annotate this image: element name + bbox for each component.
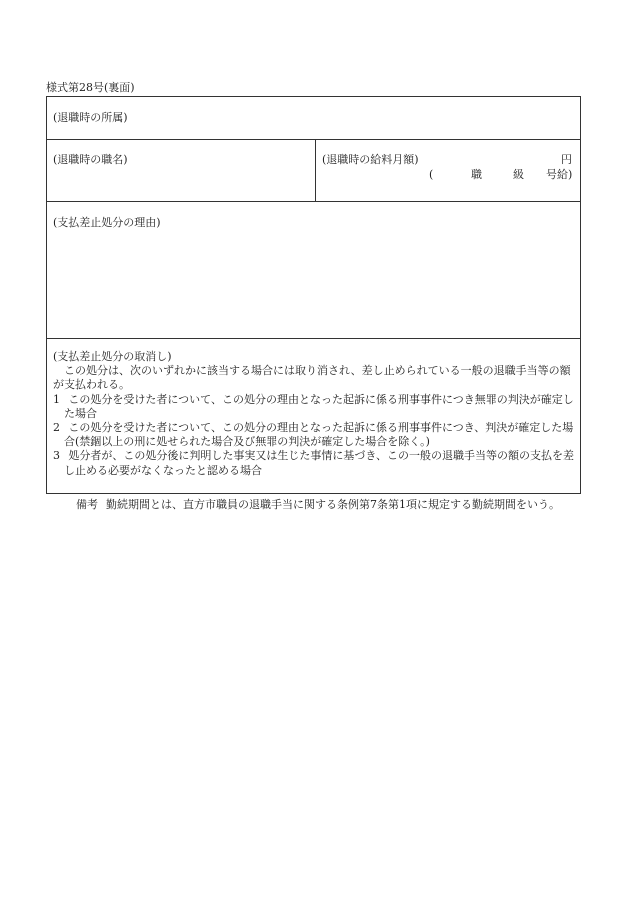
grade-line	[429, 168, 575, 182]
cancellation-item-number: 2	[53, 421, 60, 435]
cancellation-item-text: この処分を受けた者について、この処分の理由となった起訴に係る刑事事件につき、判決が確定した場合(禁錮以上の刑に処せられた場合及び無罪の判決が確定した場合を除く。)	[64, 421, 574, 449]
form-table	[46, 96, 581, 494]
grade-shoku: 職	[471, 168, 482, 181]
cancellation-item	[53, 449, 576, 477]
remark-heading: 備考	[76, 498, 98, 511]
reason-label: (支払差止処分の理由)	[53, 216, 161, 229]
job-title-label: (退職時の職名)	[53, 153, 128, 166]
affiliation-row	[47, 97, 580, 140]
cancellation-item-text: 処分者が、この処分後に判明した事実又は生じた事情に基づき、この一般の退職手当等の額の支払を差し止める必要がなくなったと認める場合	[64, 449, 574, 477]
grade-kyu: 級	[513, 168, 524, 181]
cancellation-item	[53, 421, 576, 449]
remark-text: 勤続期間とは、直方市職員の退職手当に関する条例第7条第1項に規定する勤続期間をいう。	[106, 498, 560, 511]
job-title-salary-row	[47, 140, 580, 202]
reason-row	[47, 202, 580, 339]
cancellation-text	[53, 350, 576, 478]
column-divider	[315, 140, 316, 201]
grade-gou: 号給)	[546, 168, 573, 181]
cancellation-item-text: この処分を受けた者について、この処分の理由となった起訴に係る刑事事件につき無罪の判決が確定した場合	[64, 392, 574, 420]
cancellation-intro: この処分は、次のいずれかに該当する場合には取り消され、差し止められている一般の退職手当等の額が支払われる。	[53, 364, 571, 392]
cancellation-row	[47, 339, 580, 493]
cancellation-item	[53, 393, 576, 421]
yen-unit: 円	[561, 153, 572, 166]
cancellation-item-number: 3	[53, 449, 60, 463]
cancellation-title: (支払差止処分の取消し)	[53, 350, 172, 363]
grade-paren-open: (	[429, 168, 434, 181]
affiliation-label: (退職時の所属)	[53, 111, 128, 124]
salary-label: (退職時の給料月額)	[322, 153, 419, 166]
remark-note	[76, 498, 560, 512]
cancellation-item-number: 1	[53, 392, 60, 406]
form-number-label: 様式第28号(裏面)	[46, 81, 135, 94]
